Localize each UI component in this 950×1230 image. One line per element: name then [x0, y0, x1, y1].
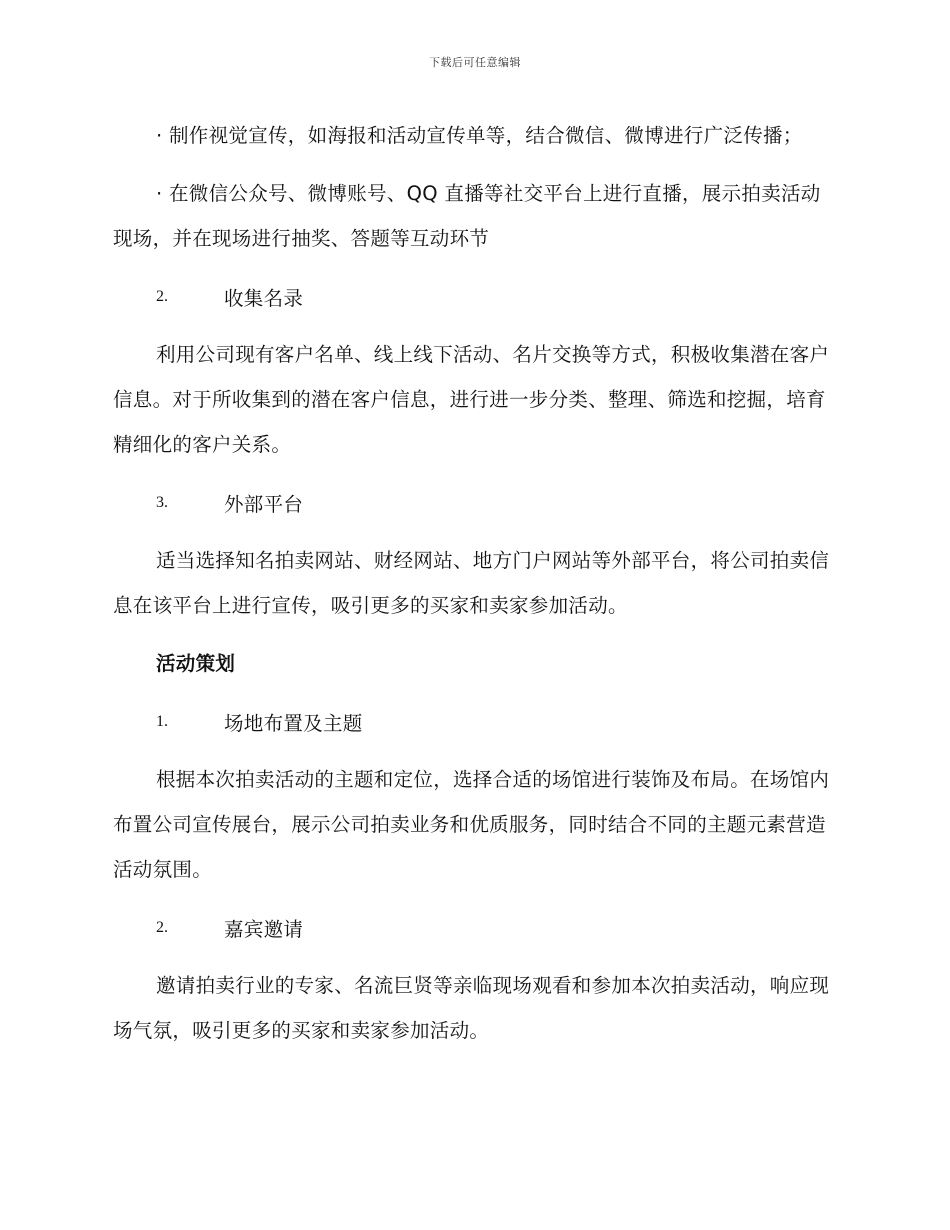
- item-external-platform: [113, 480, 835, 525]
- paragraph-guests: 邀请拍卖行业的专家、名流巨贤等亲临现场观看和参加本次拍卖活动，响应现场气氛，吸引更多的买家和卖家参加活动。: [113, 974, 830, 1042]
- document-body: [113, 113, 835, 1053]
- item-guests: [113, 905, 835, 950]
- paragraph-collect: 利用公司现有客户名单、线上线下活动、名片交换等方式，积极收集潜在客户信息。对于所收集到的潜在客户信息，进行进一步分类、整理、筛选和挖掘，培育精细化的客户关系。: [113, 343, 830, 456]
- item-number: 1.: [156, 712, 168, 730]
- item-number: 2.: [156, 918, 168, 936]
- item-label: 场地布置及主题: [224, 711, 363, 735]
- item-label: 收集名录: [224, 286, 304, 310]
- bullet-visual-promotion: · 制作视觉宣传，如海报和活动宣传单等，结合微信、微博进行广泛传播；: [156, 124, 803, 147]
- item-venue: [113, 699, 835, 744]
- item-label: 嘉宾邀请: [224, 917, 304, 941]
- item-number: 2.: [156, 287, 168, 305]
- paragraph-external: 适当选择知名拍卖网站、财经网站、地方门户网站等外部平台，将公司拍卖信息在该平台上进行宣传，吸引更多的买家和卖家参加活动。: [113, 549, 830, 617]
- bullet-social-live: · 在微信公众号、微博账号、QQ 直播等社交平台上进行直播，展示拍卖活动现场，并在现场进行抽奖、答题等互动环节: [113, 182, 821, 250]
- section-heading: 活动策划: [156, 652, 236, 675]
- paragraph-venue: 根据本次拍卖活动的主题和定位，选择合适的场馆进行装饰及布局。在场馆内布置公司宣传展台，展示公司拍卖业务和优质服务，同时结合不同的主题元素营造活动氛围。: [113, 768, 830, 881]
- page-header: 下载后可任意编辑: [429, 56, 521, 69]
- item-collect-list: [113, 274, 835, 319]
- item-number: 3.: [156, 493, 168, 511]
- item-label: 外部平台: [224, 492, 304, 516]
